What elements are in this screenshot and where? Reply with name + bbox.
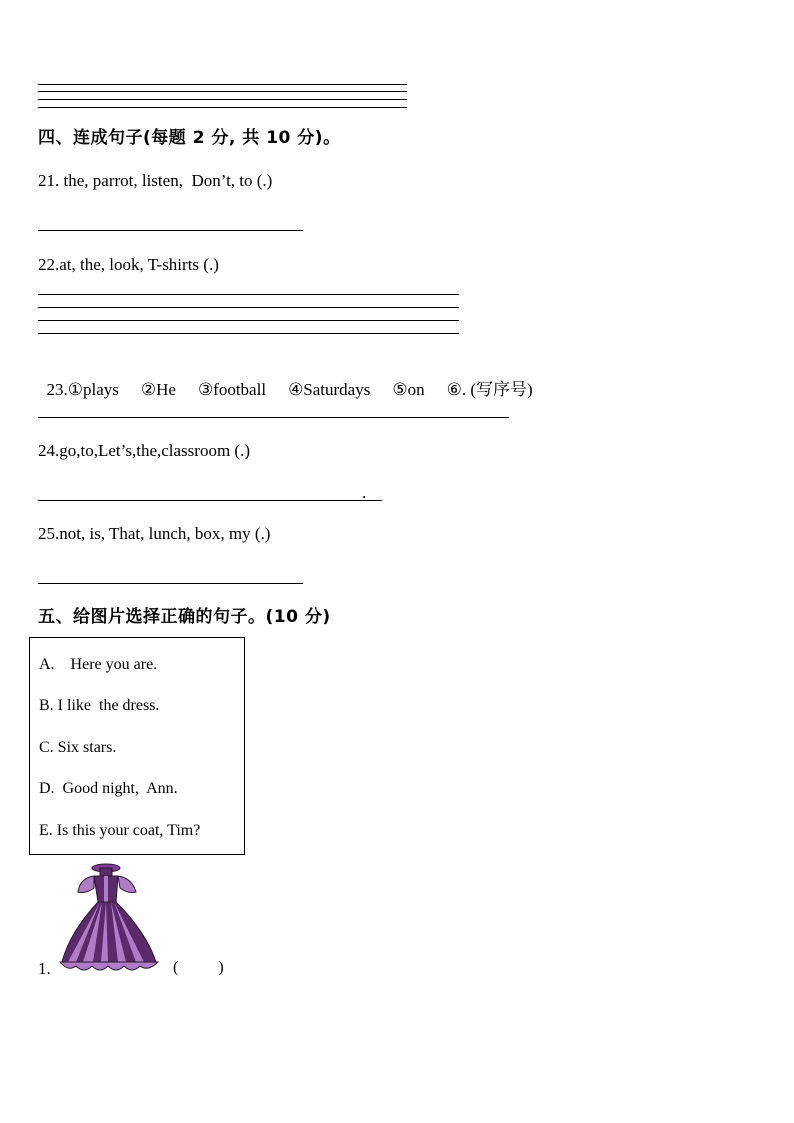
answer-line-25[interactable]	[38, 583, 303, 584]
answer-line-21[interactable]	[38, 230, 303, 231]
picture-question-1-blank[interactable]: ( )	[173, 959, 224, 976]
word-option: ⑤on	[392, 380, 425, 399]
choice-c: C. Six stars.	[39, 739, 117, 756]
choice-d: D. Good night, Ann.	[39, 780, 178, 797]
answer-line	[38, 294, 459, 295]
answer-line	[38, 99, 407, 100]
picture-question-1-number: 1.	[38, 959, 51, 978]
answer-24-period: .	[362, 483, 367, 502]
choice-e: E. Is this your coat, Tim?	[39, 822, 201, 839]
answer-line	[38, 107, 407, 108]
answer-line-23[interactable]	[38, 417, 509, 418]
word-option: ③football	[197, 380, 267, 399]
question-24: 24.go,to,Let’s,the,classroom (.)	[38, 441, 250, 460]
question-23	[38, 357, 555, 401]
word-option: ⑥. (写序号)	[446, 380, 533, 399]
choice-a: A. Here you are.	[39, 656, 158, 673]
question-21: 21. the, parrot, listen, Don’t, to (.)	[38, 171, 273, 190]
word-option: ④Saturdays	[288, 380, 371, 399]
word-option: ②He	[140, 380, 176, 399]
section4-heading: 四、连成句子(每题 2 分, 共 10 分)。	[38, 128, 341, 148]
answer-line	[38, 333, 459, 334]
question-23-prefix: 23.	[46, 380, 68, 399]
question-25: 25.not, is, That, lunch, box, my (.)	[38, 524, 271, 543]
purple-dress-icon	[58, 862, 162, 974]
answer-line	[38, 84, 407, 85]
section5-heading: 五、给图片选择正确的句子。(10 分)	[38, 607, 331, 627]
choices-box	[29, 637, 245, 855]
word-option: ①plays	[67, 380, 119, 399]
answer-line-24[interactable]	[38, 500, 382, 501]
answer-line	[38, 320, 459, 321]
answer-line	[38, 307, 459, 308]
answer-line	[38, 91, 407, 92]
question-22: 22.at, the, look, T-shirts (.)	[38, 255, 219, 274]
choice-b: B. I like the dress.	[39, 697, 160, 714]
